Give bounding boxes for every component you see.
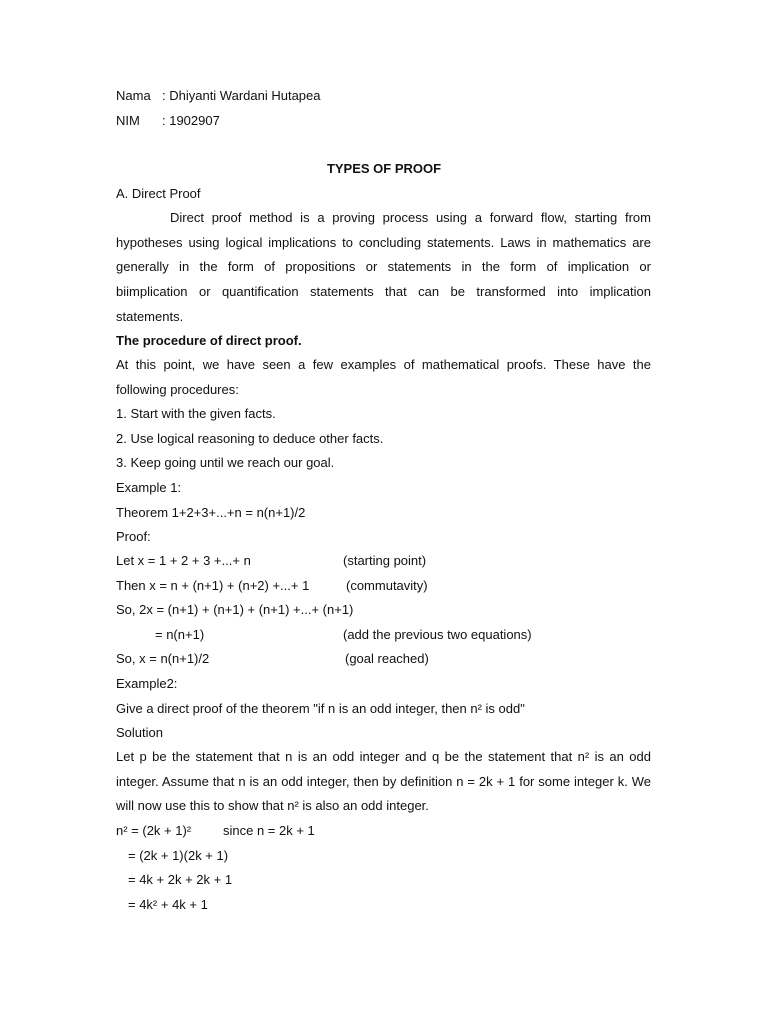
- proof-label: Proof:: [116, 529, 151, 544]
- nim-label: NIM: [116, 113, 140, 128]
- solution-line: will now use this to show that n² is also an odd integer.: [116, 798, 429, 813]
- example2-label: Example2:: [116, 676, 178, 691]
- solution-line: integer. Assume that n is an odd integer, then by definition n = 2k + 1 for some integer k. We: [116, 774, 651, 789]
- proof-step-left: So, 2x = (n+1) + (n+1) + (n+1) +...+ (n+1): [116, 602, 354, 617]
- paragraph-line: statements.: [116, 309, 184, 324]
- proof-step-left: Then x = n + (n+1) + (n+2) +...+ 1: [116, 578, 310, 593]
- equation-first-note: since n = 2k + 1: [223, 823, 315, 838]
- solution-label: Solution: [116, 725, 163, 740]
- equation-first-left: n² = (2k + 1)²: [116, 823, 192, 838]
- name-label: Nama: [116, 88, 151, 103]
- student-nim-row: [116, 113, 220, 129]
- section-a-heading: A. Direct Proof: [116, 186, 201, 201]
- procedure-step: 3. Keep going until we reach our goal.: [116, 455, 335, 470]
- equation-step: = 4k² + 4k + 1: [128, 897, 208, 912]
- proof-step-note: (starting point): [343, 553, 427, 568]
- equation-step: = 4k + 2k + 2k + 1: [128, 872, 233, 887]
- procedure-intro-line: following procedures:: [116, 382, 239, 397]
- example1-theorem: Theorem 1+2+3+...+n = n(n+1)/2: [116, 505, 306, 520]
- procedure-step: 2. Use logical reasoning to deduce other facts.: [116, 431, 384, 446]
- paragraph-line: Direct proof method is a proving process using a forward flow, starting from: [170, 210, 651, 225]
- procedure-intro-line: At this point, we have seen a few examples of mathematical proofs. These have the: [116, 357, 651, 372]
- nim-value: : 1902907: [162, 113, 220, 128]
- paragraph-line: biimplication or quantification statements that can be transformed into implication: [116, 284, 651, 299]
- proof-step-left: So, x = n(n+1)/2: [116, 651, 210, 666]
- document-title: TYPES OF PROOF: [326, 161, 442, 176]
- name-value: : Dhiyanti Wardani Hutapea: [162, 88, 321, 103]
- equation-step: = (2k + 1)(2k + 1): [128, 848, 229, 863]
- example1-label: Example 1:: [116, 480, 182, 495]
- student-name-row: [116, 88, 321, 104]
- proof-step-left: = n(n+1): [155, 627, 205, 642]
- proof-step-note: (commutavity): [346, 578, 428, 593]
- procedure-title: The procedure of direct proof.: [116, 333, 302, 348]
- proof-step-note: (goal reached): [345, 651, 429, 666]
- proof-step-note: (add the previous two equations): [343, 627, 532, 642]
- procedure-step: 1. Start with the given facts.: [116, 406, 276, 421]
- proof-step-left: Let x = 1 + 2 + 3 +...+ n: [116, 553, 251, 568]
- example2-prompt: Give a direct proof of the theorem "if n is an odd integer, then n² is odd": [116, 701, 525, 716]
- paragraph-line: hypotheses using logical implications to concluding statements. Laws in mathematics are: [116, 235, 651, 250]
- paragraph-line: generally in the form of propositions or statements in the form of implication or: [116, 259, 651, 274]
- solution-line: Let p be the statement that n is an odd integer and q be the statement that n² is an odd: [116, 749, 651, 764]
